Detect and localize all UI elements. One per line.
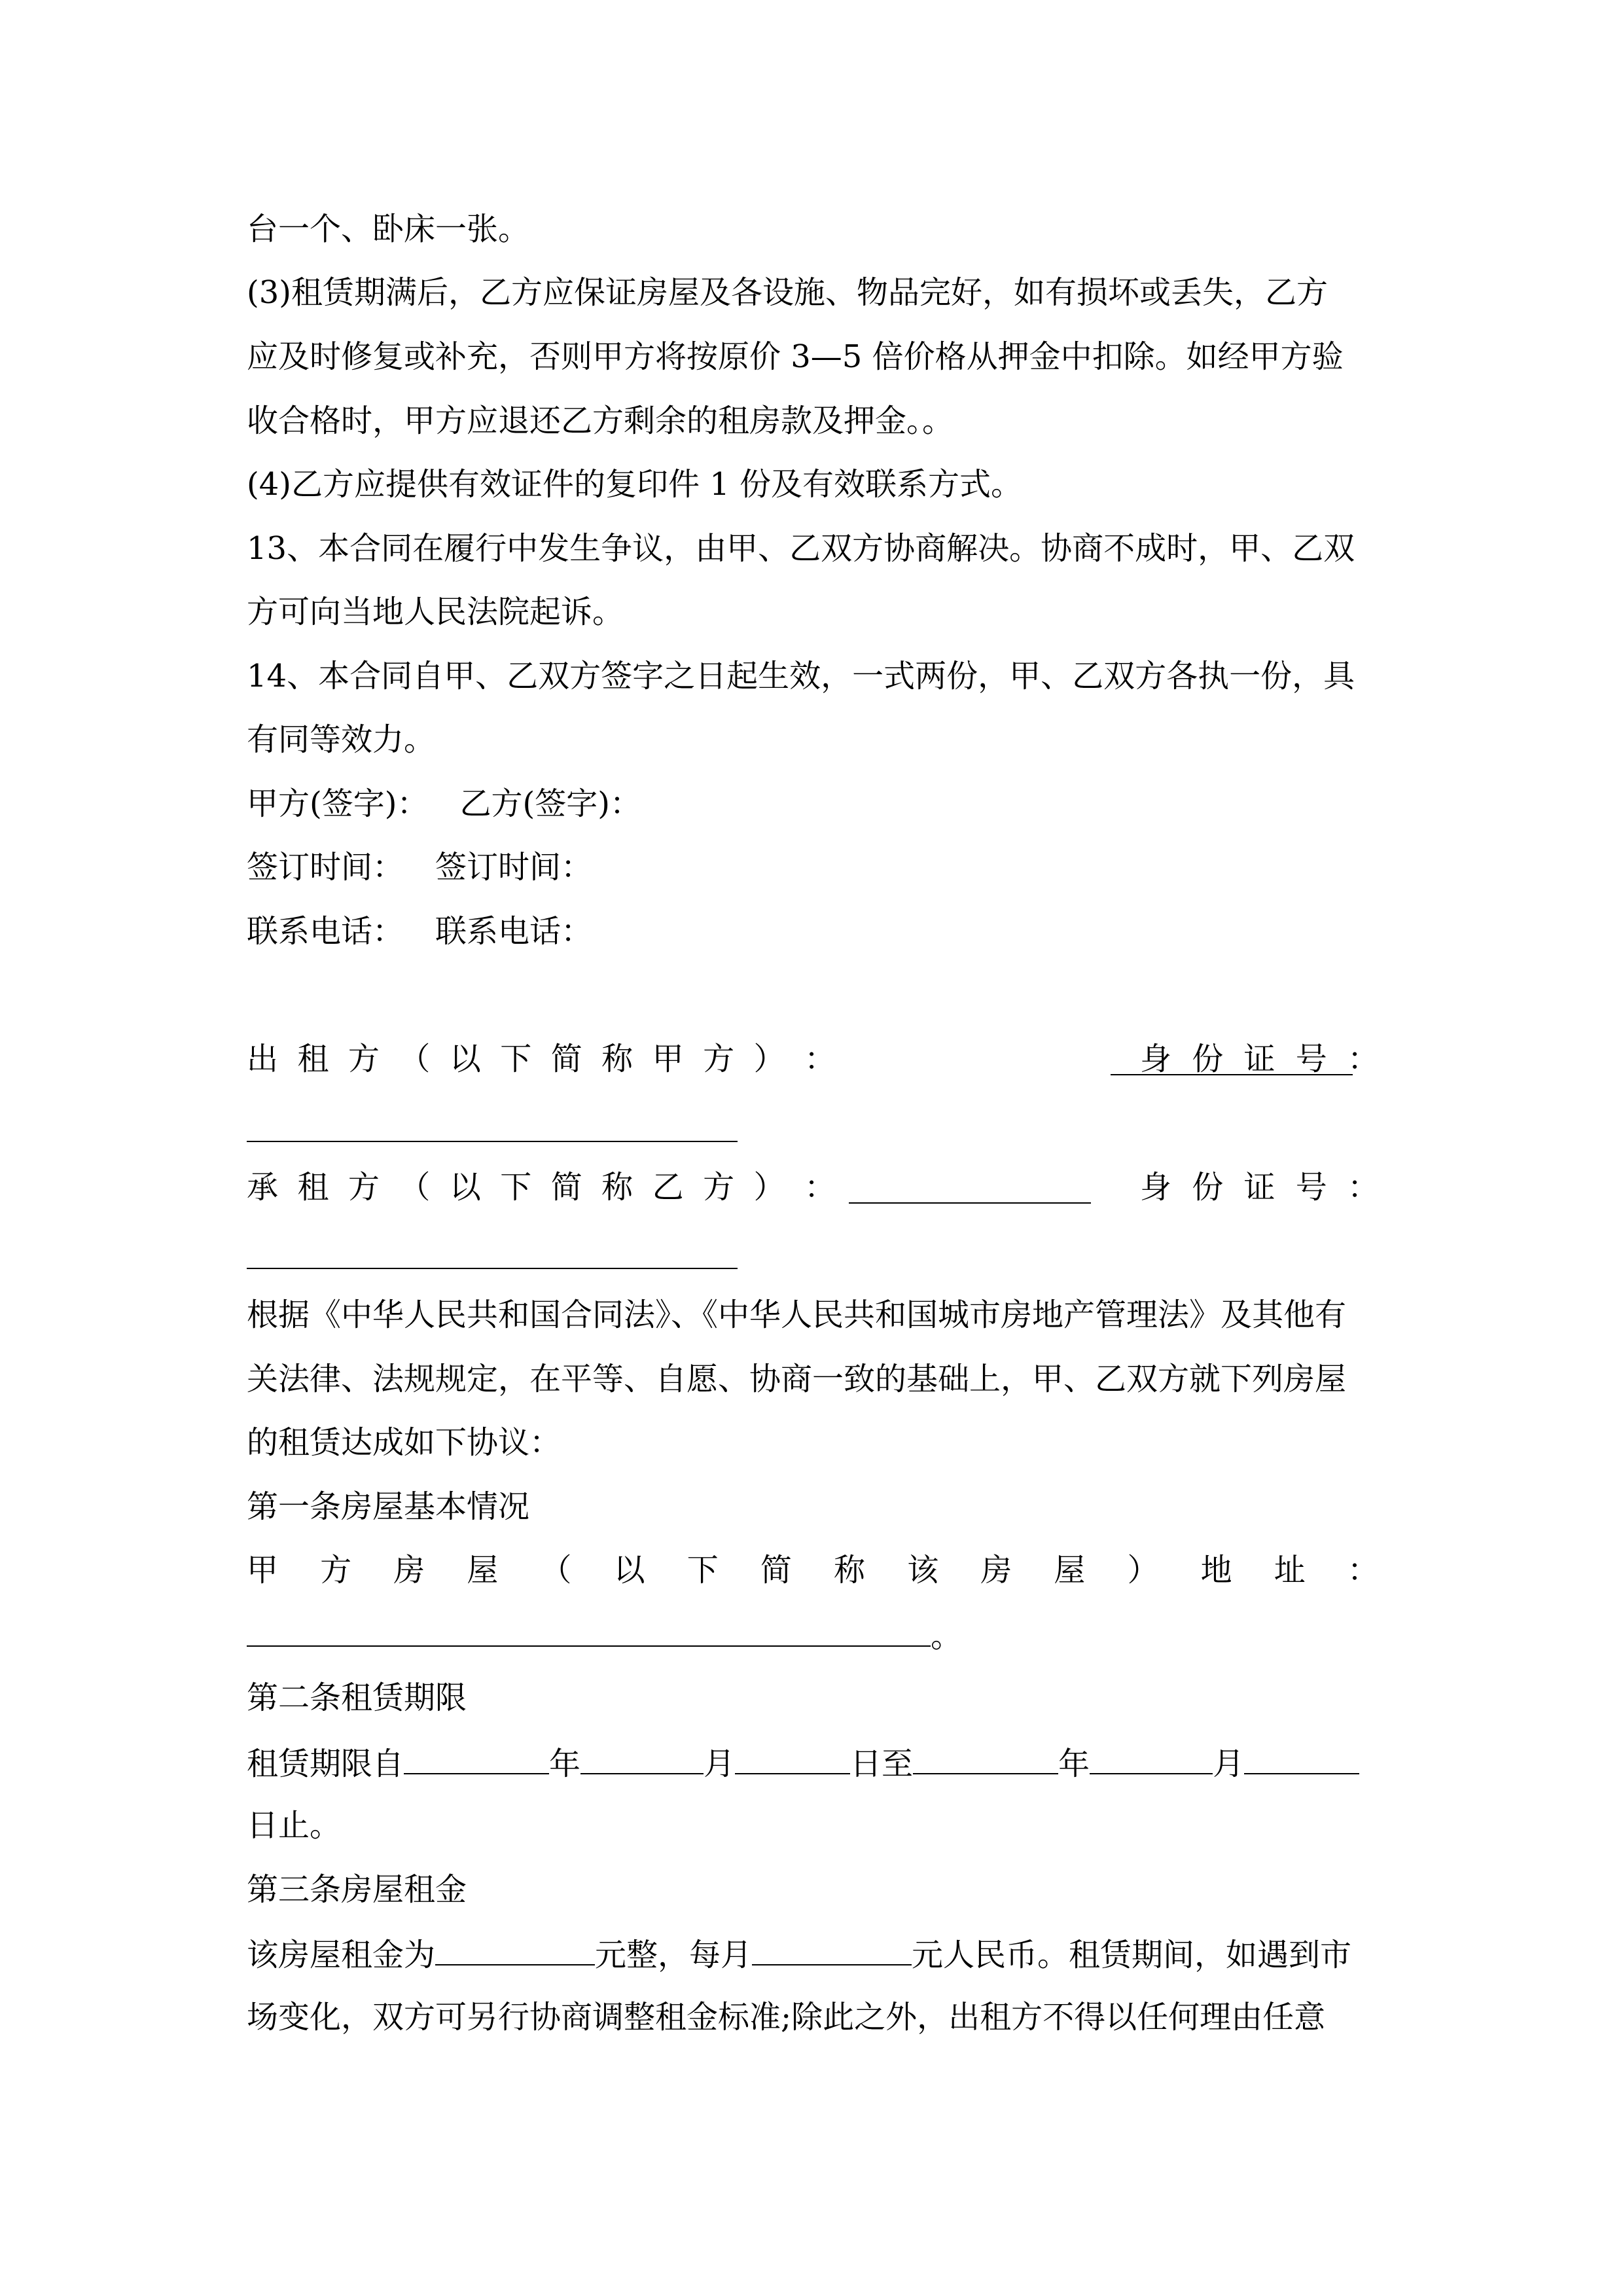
- text-line: 关法律、法规规定，在平等、自愿、协商一致的基础上，甲、乙双方就下列房屋: [247, 1361, 1347, 1397]
- char: 称: [601, 1169, 633, 1206]
- rent-prefix: 该房屋租金为: [247, 1937, 436, 1973]
- char: 证: [1243, 1169, 1275, 1206]
- sign-time-row: [247, 848, 1379, 886]
- char: 方: [703, 1041, 735, 1077]
- char: 以: [449, 1041, 481, 1077]
- char: ：: [804, 1041, 836, 1077]
- char: 房: [980, 1552, 1012, 1588]
- lessor-id-label: [1140, 1040, 1379, 1078]
- char: （: [399, 1041, 431, 1077]
- char: ：: [1347, 1041, 1379, 1077]
- char: 身: [1140, 1041, 1172, 1077]
- phone-a-label: 联系电话：: [247, 913, 404, 950]
- char: 屋: [467, 1552, 499, 1588]
- party-a-sign-label: 甲方(签字)：: [247, 785, 429, 822]
- lessee-row: [247, 1168, 1379, 1206]
- day-to-label: 日至: [850, 1746, 914, 1782]
- lessee-id-label: [1140, 1168, 1379, 1206]
- char: 份: [1192, 1041, 1224, 1077]
- start-month-blank[interactable]: [580, 1743, 704, 1774]
- char: 屋: [1054, 1552, 1086, 1588]
- rent-mid: 元整，每月: [595, 1937, 753, 1973]
- char: 下: [687, 1552, 719, 1588]
- char: 下: [500, 1041, 532, 1077]
- party-b-sign-label: 乙方(签字)：: [459, 785, 641, 822]
- char: 承: [247, 1169, 279, 1206]
- lessee-label: [247, 1168, 836, 1206]
- char: 以: [449, 1169, 481, 1206]
- lessee-id-blank[interactable]: [247, 1268, 738, 1269]
- rent-row: [247, 1934, 1379, 1974]
- address-blank[interactable]: [247, 1615, 931, 1647]
- char: 简: [550, 1169, 582, 1206]
- lessee-name-blank[interactable]: [849, 1172, 1091, 1204]
- rent-monthly-blank[interactable]: [752, 1934, 912, 1965]
- text-line: 根据《中华人民共和国合同法》、《中华人民共和国城市房地产管理法》及其他有: [247, 1297, 1347, 1333]
- char: 下: [500, 1169, 532, 1206]
- lessor-id-blank[interactable]: [247, 1141, 738, 1142]
- text-line: 的租赁达成如下协议：: [247, 1424, 562, 1461]
- char: 简: [550, 1041, 582, 1077]
- char: 号: [1295, 1041, 1327, 1077]
- char: 出: [247, 1041, 279, 1077]
- text-line: 应及时修复或补充，否则甲方将按原价 3—5 倍价格从押金中扣除。如经甲方验: [247, 338, 1344, 375]
- rent-total-blank[interactable]: [435, 1934, 595, 1965]
- char: 乙: [652, 1169, 684, 1206]
- char: 方: [348, 1169, 380, 1206]
- sign-time-b-label: 签订时间：: [435, 849, 593, 886]
- text-line: (3)租赁期满后，乙方应保证房屋及各设施、物品完好，如有损坏或丢失，乙方: [247, 274, 1328, 311]
- term-end: 日止。: [247, 1807, 342, 1844]
- char: 房: [393, 1552, 425, 1588]
- text-line: 13、本合同在履行中发生争议，由甲、乙双方协商解决。协商不成时，甲、乙双: [247, 530, 1355, 567]
- char: 方: [703, 1169, 735, 1206]
- text-line: 方可向当地人民法院起诉。: [247, 594, 624, 630]
- char: ）: [1127, 1552, 1159, 1588]
- char: 租: [297, 1041, 329, 1077]
- char: 方: [320, 1552, 352, 1588]
- char: ：: [1347, 1552, 1379, 1588]
- char: 称: [834, 1552, 866, 1588]
- month-label: 月: [704, 1746, 736, 1782]
- article-1-title: 第一条房屋基本情况: [247, 1488, 530, 1525]
- char: 该: [907, 1552, 939, 1588]
- char: 称: [601, 1041, 633, 1077]
- term-row: [247, 1743, 1379, 1783]
- text-line: 台一个、卧床一张。: [247, 211, 530, 247]
- char: （: [399, 1169, 431, 1206]
- article-3-title: 第三条房屋租金: [247, 1871, 467, 1908]
- phone-row: [247, 912, 1379, 950]
- char: 份: [1192, 1169, 1224, 1206]
- start-day-blank[interactable]: [735, 1743, 850, 1774]
- sign-time-a-label: 签订时间：: [247, 849, 404, 886]
- char: 地: [1200, 1552, 1232, 1588]
- end-year-blank[interactable]: [913, 1743, 1058, 1774]
- year-label: 年: [549, 1746, 581, 1782]
- text-line: 场变化，双方可另行协商调整租金标准;除此之外，出租方不得以任何理由任意: [247, 1999, 1326, 2036]
- char: ）: [753, 1169, 785, 1206]
- term-prefix: 租赁期限自: [247, 1746, 404, 1782]
- char: 租: [297, 1169, 329, 1206]
- end-month-blank[interactable]: [1090, 1743, 1213, 1774]
- char: ：: [1347, 1169, 1379, 1206]
- rent-suffix: 元人民币。租赁期间，如遇到市: [912, 1937, 1352, 1973]
- char: 身: [1140, 1169, 1172, 1206]
- text-line: 14、本合同自甲、乙双方签字之日起生效，一式两份，甲、乙双方各执一份，具: [247, 658, 1355, 694]
- year-label: 年: [1058, 1746, 1090, 1782]
- char: 甲: [652, 1041, 684, 1077]
- text-line: 有同等效力。: [247, 721, 436, 758]
- phone-b-label: 联系电话：: [435, 913, 593, 950]
- char: 证: [1243, 1041, 1275, 1077]
- address-end: 。: [931, 1618, 963, 1655]
- address-label: [247, 1551, 1379, 1589]
- signature-row: [247, 785, 1379, 823]
- end-day-blank[interactable]: [1244, 1743, 1359, 1774]
- text-line: (4)乙方应提供有效证件的复印件 1 份及有效联系方式。: [247, 466, 1023, 503]
- start-year-blank[interactable]: [404, 1743, 549, 1774]
- lessor-row: [247, 1040, 1379, 1078]
- char: 以: [613, 1552, 645, 1588]
- char: 甲: [247, 1552, 279, 1588]
- char: ：: [804, 1169, 836, 1206]
- address-row: [247, 1615, 1379, 1655]
- article-2-title: 第二条租赁期限: [247, 1679, 467, 1716]
- char: 简: [760, 1552, 792, 1588]
- month-label: 月: [1213, 1746, 1245, 1782]
- char: 址: [1274, 1552, 1306, 1588]
- char: 号: [1295, 1169, 1327, 1206]
- char: ）: [753, 1041, 785, 1077]
- text-line: 收合格时，甲方应退还乙方剩余的租房款及押金。。: [247, 403, 954, 439]
- lessor-label: [247, 1040, 836, 1078]
- char: 方: [348, 1041, 380, 1077]
- char: （: [540, 1552, 572, 1588]
